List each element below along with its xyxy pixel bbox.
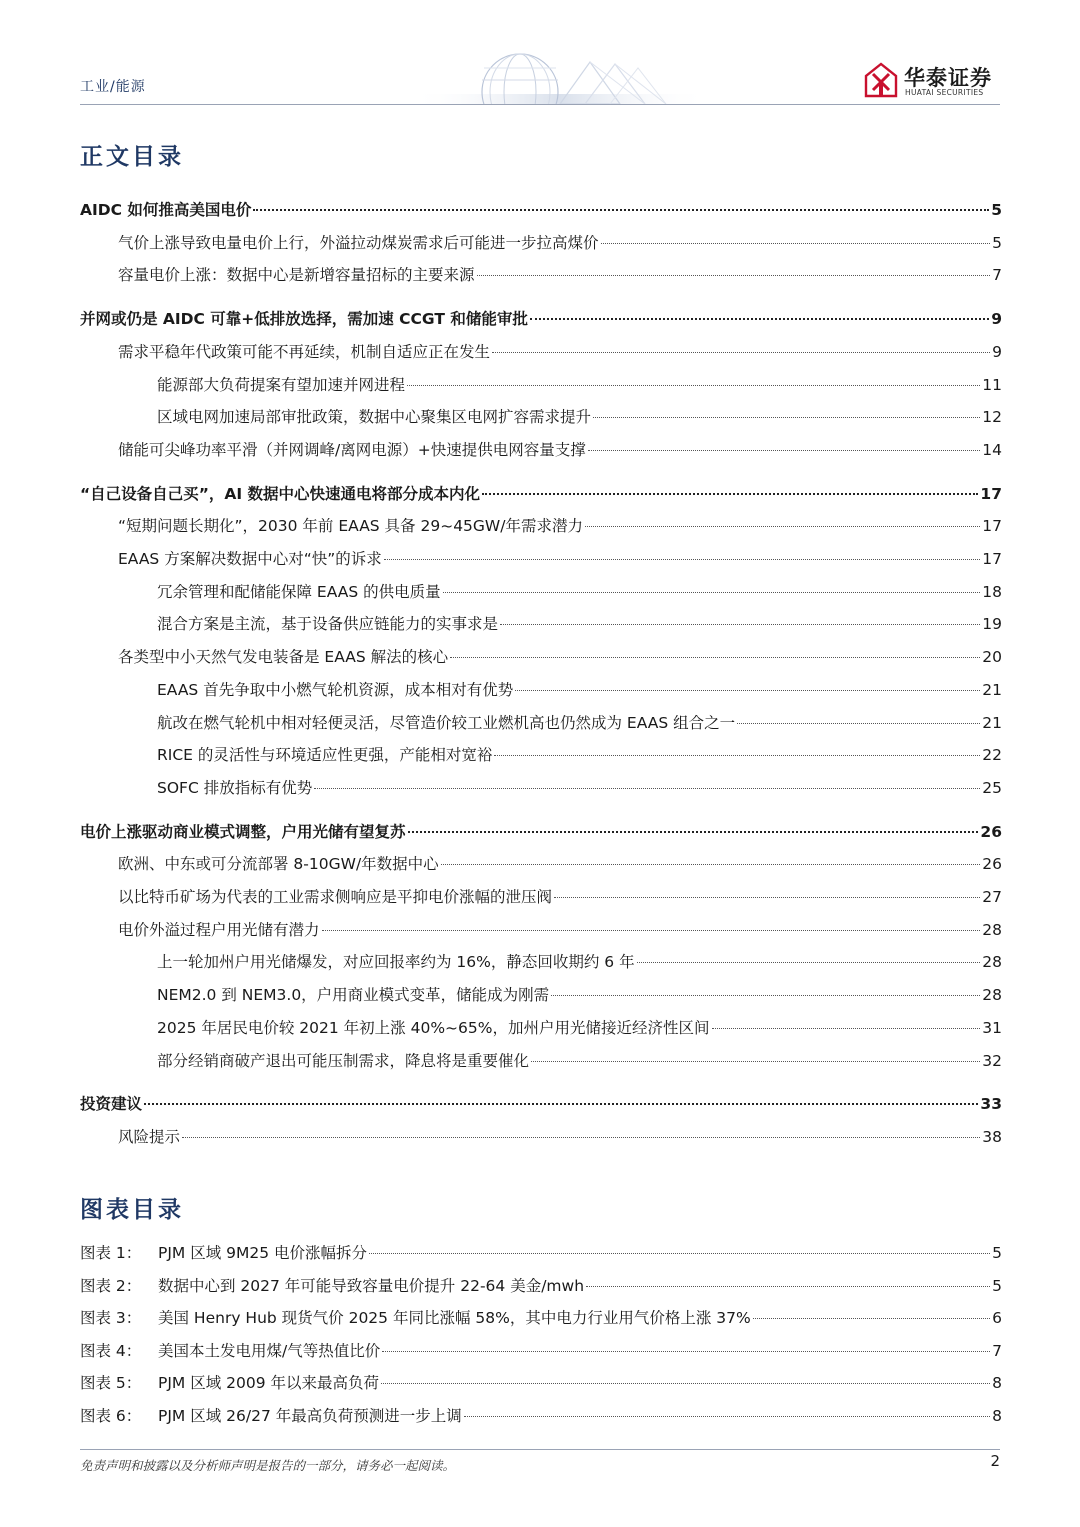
figure-entry-page: 5 [992, 1244, 1002, 1262]
toc-leader-dots [593, 416, 980, 418]
figure-entry-page: 8 [992, 1407, 1002, 1425]
toc-entry[interactable] [80, 820, 1002, 844]
toc-entry-page: 19 [982, 615, 1002, 634]
toc-entry-title: 风险提示 [118, 1127, 181, 1146]
toc-entry-title: EAAS 首先争取中小燃气轮机资源，成本相对有优势 [157, 680, 514, 699]
figure-entry-title: 美国本土发电用煤/气等热值比价 [158, 1341, 381, 1360]
toc-entry-page: 11 [982, 375, 1002, 394]
figure-leader-dots [586, 1285, 990, 1287]
toc-entry[interactable] [80, 612, 1002, 636]
toc-entry-page: 21 [982, 713, 1002, 732]
toc-entry[interactable] [80, 1092, 1002, 1116]
toc-entry-page: 25 [982, 778, 1002, 797]
toc-entry-title: RICE 的灵活性与环境适应性更强，产能相对宽裕 [157, 746, 493, 765]
toc-entry-title: 各类型中小天然气发电装备是 EAAS 解法的核心 [118, 648, 449, 667]
figure-entry-label: 图表 5： [80, 1374, 142, 1393]
toc-entry[interactable] [80, 711, 1002, 735]
figure-entry-page: 8 [992, 1374, 1002, 1393]
toc-entry[interactable] [80, 198, 1002, 222]
toc-entry-page: 9 [992, 342, 1002, 361]
toc-entry-title: NEM2.0 到 NEM3.0，户用商业模式变革，储能成为刚需 [157, 986, 550, 1005]
figure-leader-dots [369, 1252, 990, 1254]
toc-entry-page: 21 [982, 680, 1002, 699]
figure-entry-label: 图表 1： [80, 1244, 142, 1262]
toc-entry-page: 7 [992, 266, 1002, 285]
toc-entry-title: EAAS 方案解决数据中心对“快”的诉求 [118, 550, 382, 568]
toc-leader-dots [712, 1027, 981, 1029]
toc-entry-page: 31 [982, 1018, 1002, 1037]
toc-entry-page: 27 [982, 888, 1002, 906]
figure-entry-label: 图表 4： [80, 1341, 142, 1360]
toc-leader-dots [477, 274, 991, 276]
toc-leader-dots [408, 830, 979, 833]
toc-entry-title: SOFC 排放指标有优势 [157, 778, 313, 797]
toc-entry-page: 9 [991, 310, 1002, 329]
huatai-logo-mark-icon [864, 62, 898, 98]
figure-leader-dots [382, 1350, 990, 1352]
figure-entry-page: 6 [992, 1309, 1002, 1328]
toc-entry-page: 12 [982, 408, 1002, 427]
toc-leader-dots [322, 929, 981, 931]
toc-entry[interactable] [80, 1016, 1002, 1040]
figure-entry-page: 7 [992, 1341, 1002, 1360]
toc-entry[interactable] [80, 514, 1002, 538]
toc-leader-dots [492, 351, 990, 353]
brand-name-en: HUATAI SECURITIES [905, 88, 984, 97]
toc-leader-dots [407, 384, 980, 386]
footer-divider [80, 1449, 1000, 1450]
toc-leader-dots [384, 558, 981, 560]
figures-title: 图表目录 [80, 1197, 184, 1223]
header-globe-graphic [410, 52, 710, 104]
toc-entry-page: 26 [982, 855, 1002, 874]
toc-entry-page: 5 [991, 201, 1002, 219]
toc-entry-page: 17 [982, 517, 1002, 536]
figure-entry-title: 数据中心到 2027 年可能导致容量电价提升 22-64 美金/mwh [158, 1276, 585, 1295]
figure-leader-dots [381, 1382, 990, 1384]
toc-entry[interactable] [80, 743, 1002, 767]
toc-leader-dots [482, 492, 978, 495]
toc-entry-page: 38 [982, 1127, 1002, 1146]
figure-leader-dots [753, 1317, 990, 1319]
toc-entry-page: 18 [982, 582, 1002, 601]
figure-entry[interactable] [80, 1306, 1002, 1330]
toc-entry-page: 17 [980, 484, 1002, 503]
toc-leader-dots [144, 1102, 978, 1105]
toc-entry[interactable] [80, 1125, 1002, 1149]
toc-entry-title: 2025 年居民电价较 2021 年初上涨 40%~65%，加州户用光储接近经济性区间 [157, 1018, 710, 1037]
toc-entry[interactable] [80, 405, 1002, 429]
brand-name-cn: 华泰证券 [904, 66, 992, 90]
toc-entry[interactable] [80, 918, 1002, 942]
toc-entry[interactable] [80, 885, 1002, 909]
toc-title: 正文目录 [80, 144, 184, 170]
toc-entry[interactable] [80, 373, 1002, 397]
toc-leader-dots [500, 623, 980, 625]
toc-leader-dots [601, 242, 991, 244]
toc-entry[interactable] [80, 307, 1002, 331]
header-divider [80, 104, 1000, 105]
toc-leader-dots [182, 1136, 980, 1138]
toc-entry-title: 需求平稳年代政策可能不再延续，机制自适应正在发生 [118, 342, 491, 361]
toc-entry[interactable] [80, 482, 1002, 506]
toc-entry[interactable] [80, 852, 1002, 876]
figure-entry[interactable] [80, 1241, 1002, 1265]
toc-entry[interactable] [80, 1049, 1002, 1073]
toc-leader-dots [443, 591, 981, 593]
toc-entry-page: 28 [982, 986, 1002, 1005]
toc-leader-dots [314, 787, 980, 789]
toc-entry-page: 5 [992, 233, 1002, 252]
toc-leader-dots [737, 722, 980, 724]
toc-entry-title: 上一轮加州户用光储爆发，对应回报率约为 16%，静态回收期约 6 年 [157, 953, 635, 972]
toc-entry-title: “短期问题长期化”，2030 年前 EAAS 具备 29~45GW/年需求潜力 [118, 517, 583, 536]
toc-entry-title: 电价外溢过程户用光储有潜力 [118, 920, 320, 939]
toc-entry[interactable] [80, 231, 1002, 255]
toc-entry-page: 26 [980, 822, 1002, 841]
figure-entry[interactable] [80, 1371, 1002, 1395]
figure-entry-title: PJM 区域 26/27 年最高负荷预测进一步上调 [158, 1407, 462, 1425]
figure-entry-label: 图表 6： [80, 1407, 142, 1425]
figure-leader-dots [464, 1415, 990, 1417]
figure-entry-title: PJM 区域 9M25 电价涨幅拆分 [158, 1244, 368, 1262]
figure-entry-page: 5 [992, 1276, 1002, 1295]
toc-entry[interactable] [80, 263, 1002, 287]
toc-entry-page: 17 [982, 550, 1002, 568]
figure-entry[interactable] [80, 1404, 1002, 1428]
toc-entry-title: AIDC 如何推高美国电价 [80, 201, 252, 219]
figure-entry-title: PJM 区域 2009 年以来最高负荷 [158, 1374, 380, 1393]
toc-entry-title: 欧洲、中东或可分流部署 8-10GW/年数据中心 [118, 855, 439, 874]
toc-entry-page: 32 [982, 1051, 1002, 1070]
huatai-logo [864, 60, 1004, 100]
toc-entry[interactable] [80, 678, 1002, 702]
toc-entry-title: 并网或仍是 AIDC 可靠+低排放选择，需加速 CCGT 和储能审批 [80, 310, 528, 329]
figure-entry[interactable] [80, 1339, 1002, 1363]
toc-entry-page: 28 [982, 953, 1002, 972]
toc-entry-title: 航改在燃气轮机中相对轻便灵活，尽管造价较工业燃机高也仍然成为 EAAS 组合之一 [157, 713, 736, 732]
toc-entry[interactable] [80, 340, 1002, 364]
toc-entry[interactable] [80, 645, 1002, 669]
toc-leader-dots [551, 994, 980, 996]
toc-leader-dots [531, 1060, 980, 1062]
toc-entry[interactable] [80, 983, 1002, 1007]
page-number: 2 [990, 1452, 1000, 1470]
toc-entry-page: 22 [982, 746, 1002, 765]
toc-leader-dots [450, 656, 980, 658]
toc-leader-dots [588, 449, 981, 451]
toc-leader-dots [554, 896, 980, 898]
toc-leader-dots [515, 689, 980, 691]
toc-entry[interactable] [80, 776, 1002, 800]
toc-leader-dots [253, 208, 989, 211]
toc-entry-page: 28 [982, 920, 1002, 939]
figure-entry-label: 图表 3： [80, 1309, 142, 1328]
toc-entry[interactable] [80, 547, 1002, 571]
toc-entry-title: 区域电网加速局部审批政策，数据中心聚集区电网扩容需求提升 [157, 408, 592, 427]
footer-disclaimer: 免责声明和披露以及分析师声明是报告的一部分，请务必一起阅读。 [80, 1458, 456, 1473]
toc-entry[interactable] [80, 438, 1002, 462]
toc-leader-dots [441, 863, 981, 865]
toc-entry-title: 能源部大负荷提案有望加速并网进程 [157, 375, 406, 394]
toc-entry-title: 部分经销商破产退出可能压制需求，降息将是重要催化 [157, 1051, 530, 1070]
header-category: 工业/能源 [80, 79, 146, 95]
toc-entry-title: 气价上涨导致电量电价上行，外溢拉动煤炭需求后可能进一步拉高煤价 [118, 233, 599, 252]
toc-entry-title: “自己设备自己买”，AI 数据中心快速通电将部分成本内化 [80, 484, 481, 503]
toc-entry-page: 33 [980, 1095, 1002, 1114]
figure-entry-label: 图表 2： [80, 1276, 142, 1295]
toc-leader-dots [637, 961, 981, 963]
toc-entry-title: 冗余管理和配储能保障 EAAS 的供电质量 [157, 582, 441, 601]
figure-entry-title: 美国 Henry Hub 现货气价 2025 年同比涨幅 58%，其中电力行业用气价格上涨 37% [158, 1309, 751, 1328]
toc-entry-title: 混合方案是主流，基于设备供应链能力的实事求是 [157, 615, 499, 634]
toc-leader-dots [530, 317, 989, 320]
toc-entry[interactable] [80, 950, 1002, 974]
toc-leader-dots [494, 754, 980, 756]
toc-entry[interactable] [80, 580, 1002, 604]
toc-entry-title: 以比特币矿场为代表的工业需求侧响应是平抑电价涨幅的泄压阀 [118, 888, 553, 906]
toc-entry-page: 20 [982, 648, 1002, 667]
toc-entry-title: 投资建议 [80, 1095, 143, 1114]
toc-leader-dots [585, 525, 980, 527]
figure-entry[interactable] [80, 1274, 1002, 1298]
toc-entry-title: 容量电价上涨：数据中心是新增容量招标的主要来源 [118, 266, 475, 285]
toc-entry-title: 电价上涨驱动商业模式调整，户用光储有望复苏 [80, 822, 406, 841]
toc-entry-page: 14 [982, 440, 1002, 459]
toc-entry-title: 储能可尖峰功率平滑（并网调峰/离网电源）+快速提供电网容量支撑 [118, 440, 586, 459]
